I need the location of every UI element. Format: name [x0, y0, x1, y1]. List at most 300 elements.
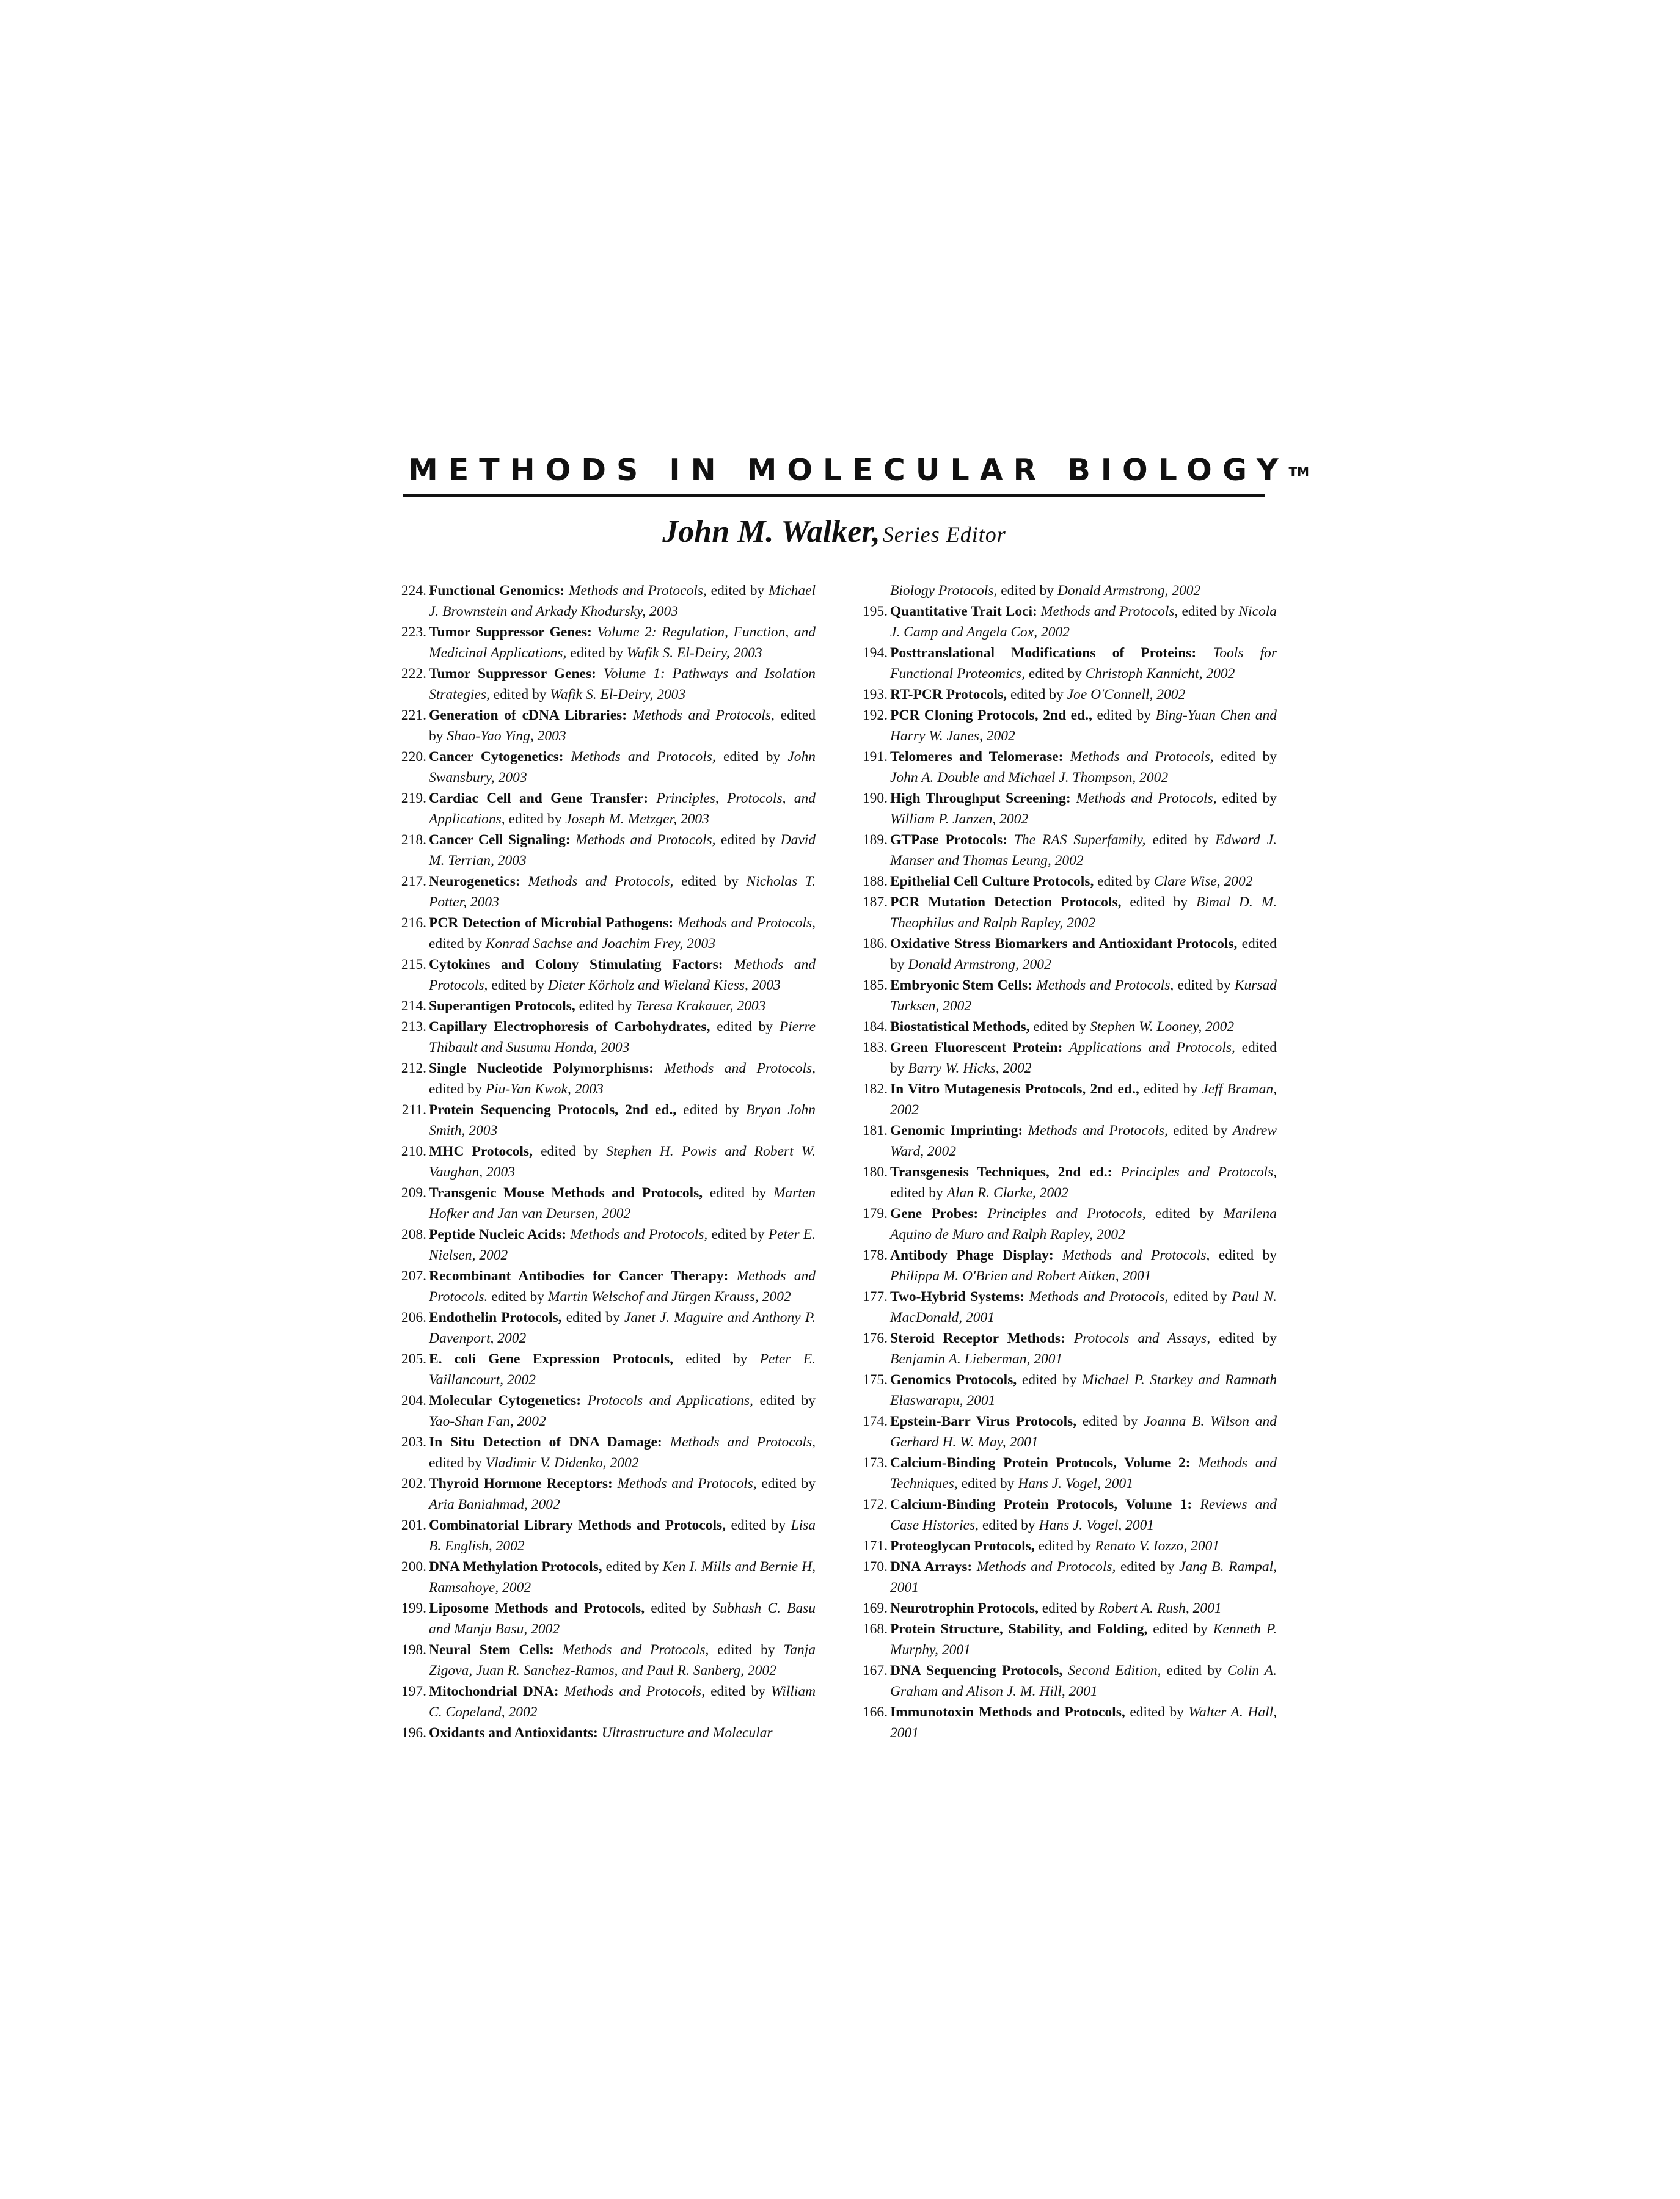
entry-edited-by: edited by	[890, 936, 1277, 972]
entry-number: 197.	[401, 1683, 426, 1699]
book-entry	[391, 1598, 816, 1639]
entry-editors: Teresa Krakauer, 2003	[635, 998, 766, 1014]
entry-number: 211.	[401, 1102, 426, 1118]
entry-subtitle: Methods and Protocols,	[1036, 977, 1174, 993]
entry-edited-by: edited by	[717, 1642, 775, 1658]
entry-number: 214.	[401, 998, 426, 1014]
entry-editors: Vladimir V. Didenko, 2002	[485, 1455, 639, 1471]
book-entry	[852, 1619, 1277, 1660]
title-rule	[403, 494, 1265, 497]
entry-editors: Marten Hofker and Jan van Deursen, 2002	[429, 1185, 816, 1222]
entry-edited-by: edited by	[731, 1517, 786, 1533]
entry-edited-by: edited by	[651, 1600, 707, 1616]
entry-title: Steroid Receptor Methods:	[890, 1330, 1065, 1346]
entry-edited-by: edited by	[491, 977, 545, 993]
entry-subtitle: Methods and Protocols,	[564, 1683, 706, 1699]
entry-title: Epstein-Barr Virus Protocols,	[890, 1413, 1077, 1429]
entry-edited-by: edited by	[723, 749, 781, 765]
entry-number: 180.	[862, 1164, 888, 1180]
entry-edited-by: edited by	[508, 811, 562, 827]
entry-edited-by: edited by	[1155, 1206, 1214, 1222]
entry-number: 196.	[401, 1725, 426, 1741]
entry-editors: John A. Double and Michael J. Thompson, 2002	[890, 770, 1169, 786]
book-entry	[852, 1411, 1277, 1453]
entry-edited-by: edited by	[1033, 1019, 1087, 1035]
entry-edited-by: edited by	[429, 707, 816, 744]
entry-number: 212.	[401, 1060, 426, 1076]
entry-number: 174.	[862, 1413, 888, 1429]
entry-number: 187.	[862, 894, 888, 910]
entry-subtitle: Principles and Protocols,	[987, 1206, 1146, 1222]
entry-editors: Colin A. Graham and Alison J. M. Hill, 2001	[890, 1663, 1277, 1699]
entry-editors: Peter E. Nielsen, 2002	[429, 1227, 816, 1263]
entry-number: 171.	[862, 1538, 888, 1554]
entry-number: 198.	[401, 1642, 426, 1658]
entry-subtitle: Methods and Protocols,	[1076, 790, 1217, 806]
entry-editors: Kenneth P. Murphy, 2001	[890, 1621, 1277, 1658]
entry-subtitle: Methods and Protocols,	[1040, 604, 1178, 619]
entry-title: Endothelin Protocols,	[429, 1310, 562, 1326]
book-entry	[852, 1016, 1277, 1037]
entry-title: Proteoglycan Protocols,	[890, 1538, 1035, 1554]
entry-editors: Pierre Thibault and Susumu Honda, 2003	[429, 1019, 816, 1056]
entry-title: Protein Structure, Stability, and Folding,	[890, 1621, 1148, 1637]
entry-edited-by: edited by	[1028, 666, 1082, 682]
trademark-symbol: TM	[1288, 464, 1309, 479]
entry-editors: Shao-Yao Ying, 2003	[447, 728, 566, 744]
entry-edited-by: edited by	[710, 1683, 765, 1699]
entry-title: Functional Genomics:	[429, 583, 565, 599]
book-entry	[852, 1536, 1277, 1556]
entry-edited-by: edited by	[683, 1102, 739, 1118]
book-entry	[852, 601, 1277, 643]
entry-editors: Yao-Shan Fan, 2002	[429, 1413, 546, 1429]
entry-edited-by: edited by	[720, 832, 776, 848]
entry-title: Genomic Imprinting:	[890, 1123, 1023, 1139]
entry-title: Telomeres and Telomerase:	[890, 749, 1064, 765]
entry-editors: David M. Terrian, 2003	[429, 832, 816, 869]
entry-number: 208.	[401, 1227, 426, 1242]
entry-title: PCR Detection of Microbial Pathogens:	[429, 915, 674, 931]
entry-number: 205.	[401, 1351, 426, 1367]
entry-editors: Subhash C. Basu and Manju Basu, 2002	[429, 1600, 816, 1637]
book-entry	[391, 954, 816, 996]
entry-subtitle: Methods and Protocols,	[1070, 749, 1214, 765]
book-entry	[852, 1598, 1277, 1619]
book-entry	[391, 1473, 816, 1515]
entry-number: 176.	[862, 1330, 888, 1346]
book-entry	[852, 1369, 1277, 1411]
entry-subtitle: Volume 1: Pathways and Isolation Strategies,	[429, 666, 816, 702]
entry-number: 172.	[862, 1497, 888, 1512]
entry-editors: Nicholas T. Potter, 2003	[429, 873, 816, 910]
series-title	[408, 452, 1309, 489]
entry-subtitle: Second Edition,	[1068, 1663, 1161, 1679]
book-entry	[391, 1266, 816, 1307]
book-entry	[852, 975, 1277, 1016]
entry-editors: Stephen W. Looney, 2002	[1090, 1019, 1235, 1035]
entry-edited-by: edited by	[1120, 1559, 1175, 1575]
entry-number: 175.	[862, 1372, 888, 1388]
entry-edited-by: edited by	[1001, 583, 1054, 599]
entry-number: 215.	[401, 957, 426, 972]
entry-edited-by: edited by	[1153, 1621, 1208, 1637]
entry-title: Biostatistical Methods,	[890, 1019, 1030, 1035]
entry-edited-by: edited by	[1130, 1704, 1184, 1720]
entry-title: Calcium-Binding Protein Protocols, Volume 2:	[890, 1455, 1191, 1471]
entry-edited-by: edited by	[1177, 977, 1231, 993]
entry-title: Thyroid Hormone Receptors:	[429, 1476, 613, 1492]
entry-edited-by: edited by	[429, 1081, 482, 1097]
entry-editors: Hans J. Vogel, 2001	[1018, 1476, 1133, 1492]
entry-title: Epithelial Cell Culture Protocols,	[890, 873, 1094, 889]
entry-editors: Dieter Körholz and Wieland Kiess, 2003	[547, 977, 781, 993]
entry-number: 199.	[401, 1600, 426, 1616]
book-entry	[391, 1058, 816, 1100]
entry-subtitle: Tools for Functional Proteomics,	[890, 645, 1277, 682]
entry-title: Green Fluorescent Protein:	[890, 1040, 1063, 1056]
entry-title: Protein Sequencing Protocols, 2nd ed.,	[429, 1102, 677, 1118]
entry-edited-by: edited by	[1218, 1247, 1277, 1263]
entry-editors: Lisa B. English, 2002	[429, 1517, 816, 1554]
entry-edited-by: edited by	[579, 998, 632, 1014]
entry-number: 179.	[862, 1206, 888, 1222]
entry-title: Single Nucleotide Polymorphisms:	[429, 1060, 654, 1076]
entry-editors: Kursad Turksen, 2002	[890, 977, 1277, 1014]
entry-title: DNA Methylation Protocols,	[429, 1559, 602, 1575]
book-entry	[852, 1660, 1277, 1702]
entry-editors: Clare Wise, 2002	[1153, 873, 1253, 889]
entry-edited-by: edited by	[709, 1185, 767, 1201]
entry-subtitle: Methods and Protocols,	[570, 1227, 708, 1242]
entry-edited-by: edited by	[759, 1393, 816, 1409]
entry-number: 221.	[401, 707, 426, 723]
book-entry	[391, 1183, 816, 1224]
entry-subtitle: Methods and Protocols,	[562, 1642, 709, 1658]
entry-number: 202.	[401, 1476, 426, 1492]
entry-number: 223.	[401, 624, 426, 640]
entry-title: In Vitro Mutagenesis Protocols, 2nd ed.,	[890, 1081, 1139, 1097]
entry-number: 210.	[401, 1143, 426, 1159]
entry-edited-by: edited by	[1010, 687, 1064, 702]
entry-title: Molecular Cytogenetics:	[429, 1393, 582, 1409]
book-entry	[852, 1556, 1277, 1598]
entry-title: MHC Protocols,	[429, 1143, 533, 1159]
book-entry	[391, 746, 816, 788]
book-entry	[391, 1723, 816, 1743]
entry-number: 204.	[401, 1393, 426, 1409]
entry-edited-by: edited by	[1097, 873, 1151, 889]
entry-editors: Benjamin A. Lieberman, 2001	[890, 1351, 1063, 1367]
book-entry	[852, 1453, 1277, 1494]
book-entry	[391, 1556, 816, 1598]
entry-subtitle: Protocols and Assays,	[1073, 1330, 1211, 1346]
entry-title: Oxidants and Antioxidants:	[429, 1725, 598, 1741]
book-entry	[852, 1286, 1277, 1328]
entry-number: 195.	[862, 604, 888, 619]
book-entry	[852, 643, 1277, 684]
entry-subtitle: Principles, Protocols, and Applications,	[429, 790, 816, 827]
entry-subtitle: Ultrastructure and Molecular	[601, 1725, 773, 1741]
entry-title: Cancer Cell Signaling:	[429, 832, 571, 848]
book-entry	[391, 871, 816, 913]
entry-title: PCR Cloning Protocols, 2nd ed.,	[890, 707, 1092, 723]
book-entry	[852, 871, 1277, 892]
entry-subtitle: Methods and Protocols,	[670, 1434, 816, 1450]
entry-editors: Joe O'Connell, 2002	[1067, 687, 1186, 702]
book-entry	[852, 746, 1277, 788]
entry-subtitle: Methods and Protocols,	[528, 873, 674, 889]
book-entry	[852, 1162, 1277, 1203]
entry-editors: Janet J. Maguire and Anthony P. Davenport, 2002	[429, 1310, 816, 1346]
entry-title: High Throughput Screening:	[890, 790, 1071, 806]
entry-editors: Barry W. Hicks, 2002	[908, 1060, 1032, 1076]
entry-title: Neural Stem Cells:	[429, 1642, 554, 1658]
entry-number: 192.	[862, 707, 888, 723]
entry-title: Mitochondrial DNA:	[429, 1683, 559, 1699]
entry-edited-by: edited by	[1219, 1330, 1277, 1346]
entry-number: 220.	[401, 749, 426, 765]
entry-editors: Ken I. Mills and Bernie H, Ramsahoye, 2002	[429, 1559, 816, 1595]
entry-number: 209.	[401, 1185, 426, 1201]
entry-number: 168.	[862, 1621, 888, 1637]
book-entry	[391, 705, 816, 746]
entry-editors: Joanna B. Wilson and Gerhard H. W. May, 2001	[890, 1413, 1277, 1450]
book-entry	[852, 1702, 1277, 1743]
entry-number: 173.	[862, 1455, 888, 1471]
entry-edited-by: edited by	[566, 1310, 620, 1326]
entry-subtitle: Biology Protocols,	[890, 583, 998, 599]
book-entry	[852, 1494, 1277, 1536]
entry-title: Superantigen Protocols,	[429, 998, 575, 1014]
entry-edited-by: edited by	[890, 1185, 943, 1201]
entry-edited-by: edited by	[717, 1019, 773, 1035]
entry-subtitle: Reviews and Case Histories,	[890, 1497, 1277, 1533]
entry-editors: Donald Armstrong, 2002	[908, 957, 1051, 972]
editor-name: John M. Walker,	[662, 514, 880, 549]
entry-editors: Michael P. Starkey and Ramnath Elaswarapu, 2001	[890, 1372, 1277, 1409]
entry-subtitle: Methods and Protocols,	[617, 1476, 757, 1492]
entry-number: 213.	[401, 1019, 426, 1035]
entry-title: GTPase Protocols:	[890, 832, 1007, 848]
entry-editors: Peter E. Vaillancourt, 2002	[429, 1351, 816, 1388]
entry-edited-by: edited by	[890, 1040, 1277, 1076]
entry-edited-by: edited by	[1220, 749, 1277, 765]
entry-editors: Wafik S. El-Deiry, 2003	[626, 645, 762, 661]
entry-editors: Donald Armstrong, 2002	[1057, 583, 1201, 599]
entry-number: 200.	[401, 1559, 426, 1575]
entry-subtitle: Methods and Protocols,	[677, 915, 816, 931]
entry-number: 177.	[862, 1289, 888, 1305]
entry-editors: Andrew Ward, 2002	[890, 1123, 1277, 1159]
book-entry	[852, 580, 1277, 601]
entry-subtitle: Protocols and Applications,	[587, 1393, 753, 1409]
entry-title: Liposome Methods and Protocols,	[429, 1600, 645, 1616]
entry-title: E. coli Gene Expression Protocols,	[429, 1351, 673, 1367]
entry-editors: Piu-Yan Kwok, 2003	[485, 1081, 604, 1097]
series-editor	[408, 511, 1260, 561]
entry-edited-by: edited by	[1181, 604, 1235, 619]
left-column	[391, 580, 816, 1743]
entry-edited-by: edited by	[1097, 707, 1151, 723]
editor-role: Series Editor	[882, 522, 1006, 547]
entry-number: 203.	[401, 1434, 426, 1450]
entry-editors: Bryan John Smith, 2003	[429, 1102, 816, 1139]
entry-edited-by: edited by	[1144, 1081, 1198, 1097]
entry-subtitle: Applications and Protocols,	[1069, 1040, 1235, 1056]
entry-subtitle: Principles and Protocols,	[1120, 1164, 1277, 1180]
entry-number: 194.	[862, 645, 888, 661]
entry-number: 169.	[862, 1600, 888, 1616]
entry-editors: Michael J. Brownstein and Arkady Khodursky, 2003	[429, 583, 816, 619]
entry-number: 178.	[862, 1247, 888, 1263]
entry-edited-by: edited by	[761, 1476, 816, 1492]
entry-edited-by: edited by	[1021, 1372, 1077, 1388]
entry-edited-by: edited by	[429, 1455, 482, 1471]
book-entry	[852, 788, 1277, 830]
entry-editors: John Swansbury, 2003	[429, 749, 816, 786]
entry-editors: Bimal D. M. Theophilus and Ralph Rapley, 2002	[890, 894, 1277, 931]
entry-number: 222.	[401, 666, 426, 682]
book-entry	[852, 1245, 1277, 1286]
book-entry	[391, 1349, 816, 1390]
entry-number: 189.	[862, 832, 888, 848]
entry-title: Recombinant Antibodies for Cancer Therapy:	[429, 1268, 729, 1284]
entry-number: 224.	[401, 583, 426, 599]
entry-subtitle: Methods and Protocols,	[664, 1060, 816, 1076]
entry-title: Calcium-Binding Protein Protocols, Volume 1:	[890, 1497, 1192, 1512]
book-entry	[852, 1203, 1277, 1245]
entry-number: 207.	[401, 1268, 426, 1284]
entry-editors: Alan R. Clarke, 2002	[946, 1185, 1068, 1201]
entry-edited-by: edited by	[541, 1143, 599, 1159]
entry-subtitle: The RAS Superfamily,	[1013, 832, 1146, 848]
entry-number: 216.	[401, 915, 426, 931]
entry-title: Generation of cDNA Libraries:	[429, 707, 627, 723]
entry-title: Immunotoxin Methods and Protocols,	[890, 1704, 1125, 1720]
entry-editors: Hans J. Vogel, 2001	[1039, 1517, 1155, 1533]
entry-title: DNA Arrays:	[890, 1559, 973, 1575]
book-entry	[852, 1037, 1277, 1079]
entry-edited-by: edited by	[1038, 1538, 1092, 1554]
entry-subtitle: Methods and Protocols,	[1028, 1123, 1168, 1139]
book-entry	[391, 1100, 816, 1141]
entry-title: PCR Mutation Detection Protocols,	[890, 894, 1122, 910]
book-entry	[852, 830, 1277, 871]
entry-title: DNA Sequencing Protocols,	[890, 1663, 1063, 1679]
entry-edited-by: edited by	[982, 1517, 1035, 1533]
entry-edited-by: edited by	[1173, 1123, 1228, 1139]
entry-number: 186.	[862, 936, 888, 952]
book-entry	[391, 580, 816, 622]
entry-title: Combinatorial Library Methods and Protocols,	[429, 1517, 726, 1533]
entry-subtitle: Methods and Protocols,	[571, 749, 716, 765]
entry-number: 217.	[401, 873, 426, 889]
book-entry	[391, 1224, 816, 1266]
entry-subtitle: Methods and Protocols,	[575, 832, 716, 848]
entry-subtitle: Methods and Protocols,	[632, 707, 775, 723]
entry-editors: Joseph M. Metzger, 2003	[565, 811, 709, 827]
entry-number: 167.	[862, 1663, 888, 1679]
entry-editors: Renato V. Iozzo, 2001	[1095, 1538, 1220, 1554]
entry-title: Posttranslational Modifications of Proteins:	[890, 645, 1197, 661]
entry-number: 185.	[862, 977, 888, 993]
entry-editors: Walter A. Hall, 2001	[890, 1704, 1277, 1741]
entry-subtitle: Methods and Protocols.	[429, 1268, 816, 1305]
entry-number: 190.	[862, 790, 888, 806]
entry-title: Transgenic Mouse Methods and Protocols,	[429, 1185, 703, 1201]
entry-edited-by: edited by	[491, 1289, 545, 1305]
book-entry	[391, 1432, 816, 1473]
entry-subtitle: Methods and Techniques,	[890, 1455, 1277, 1492]
entry-title: Two-Hybrid Systems:	[890, 1289, 1025, 1305]
entry-editors: Edward J. Manser and Thomas Leung, 2002	[890, 832, 1277, 869]
entry-title: Neurotrophin Protocols,	[890, 1600, 1039, 1616]
entry-edited-by: edited by	[710, 583, 765, 599]
entry-editors: Robert A. Rush, 2001	[1098, 1600, 1222, 1616]
entry-editors: Wafik S. El-Deiry, 2003	[550, 687, 686, 702]
entry-edited-by: edited by	[493, 687, 547, 702]
entry-number: 183.	[862, 1040, 888, 1056]
entry-edited-by: edited by	[681, 873, 739, 889]
entry-title: Genomics Protocols,	[890, 1372, 1017, 1388]
entry-title: Peptide Nucleic Acids:	[429, 1227, 567, 1242]
entry-number: 193.	[862, 687, 888, 702]
entry-edited-by: edited by	[961, 1476, 1015, 1492]
entry-editors: William P. Janzen, 2002	[890, 811, 1029, 827]
book-entry	[391, 663, 816, 705]
entry-editors: Christoph Kannicht, 2002	[1085, 666, 1235, 682]
entry-edited-by: edited by	[605, 1559, 659, 1575]
entry-title: Tumor Suppressor Genes:	[429, 666, 596, 682]
entry-edited-by: edited by	[685, 1351, 748, 1367]
book-entry	[852, 684, 1277, 705]
entry-title: Neurogenetics:	[429, 873, 520, 889]
entry-editors: Aria Baniahmad, 2002	[429, 1497, 560, 1512]
entry-editors: Nicola J. Camp and Angela Cox, 2002	[890, 604, 1277, 640]
entry-title: Tumor Suppressor Genes:	[429, 624, 592, 640]
entry-title: Cancer Cytogenetics:	[429, 749, 564, 765]
entry-subtitle: Volume 2: Regulation, Function, and Medicinal Applications,	[429, 624, 816, 661]
entry-edited-by: edited by	[711, 1227, 765, 1242]
book-entry	[391, 1141, 816, 1183]
book-entry	[391, 1390, 816, 1432]
entry-edited-by: edited by	[1152, 832, 1209, 848]
entry-number: 191.	[862, 749, 888, 765]
entry-edited-by: edited by	[570, 645, 624, 661]
entry-edited-by: edited by	[1042, 1600, 1095, 1616]
entry-title: Cytokines and Colony Stimulating Factors:	[429, 957, 723, 972]
book-entry	[391, 830, 816, 871]
entry-subtitle: Methods and Protocols,	[1029, 1289, 1169, 1305]
book-entry	[852, 705, 1277, 746]
book-entry	[852, 1120, 1277, 1162]
entry-number: 218.	[401, 832, 426, 848]
entry-number: 206.	[401, 1310, 426, 1326]
entry-editors: Marilena Aquino de Muro and Ralph Rapley, 2002	[890, 1206, 1277, 1242]
book-entry	[852, 933, 1277, 975]
entry-editors: Philippa M. O'Brien and Robert Aitken, 2001	[890, 1268, 1152, 1284]
entry-editors: Paul N. MacDonald, 2001	[890, 1289, 1277, 1326]
entry-number: 166.	[862, 1704, 888, 1720]
book-entry	[852, 1328, 1277, 1369]
book-entry	[391, 996, 816, 1016]
entry-edited-by: edited by	[1130, 894, 1188, 910]
entry-editors: William C. Copeland, 2002	[429, 1683, 816, 1720]
entry-editors: Stephen H. Powis and Robert W. Vaughan, 2003	[429, 1143, 816, 1180]
entry-editors: Jeff Braman, 2002	[890, 1081, 1277, 1118]
book-entry	[852, 892, 1277, 933]
